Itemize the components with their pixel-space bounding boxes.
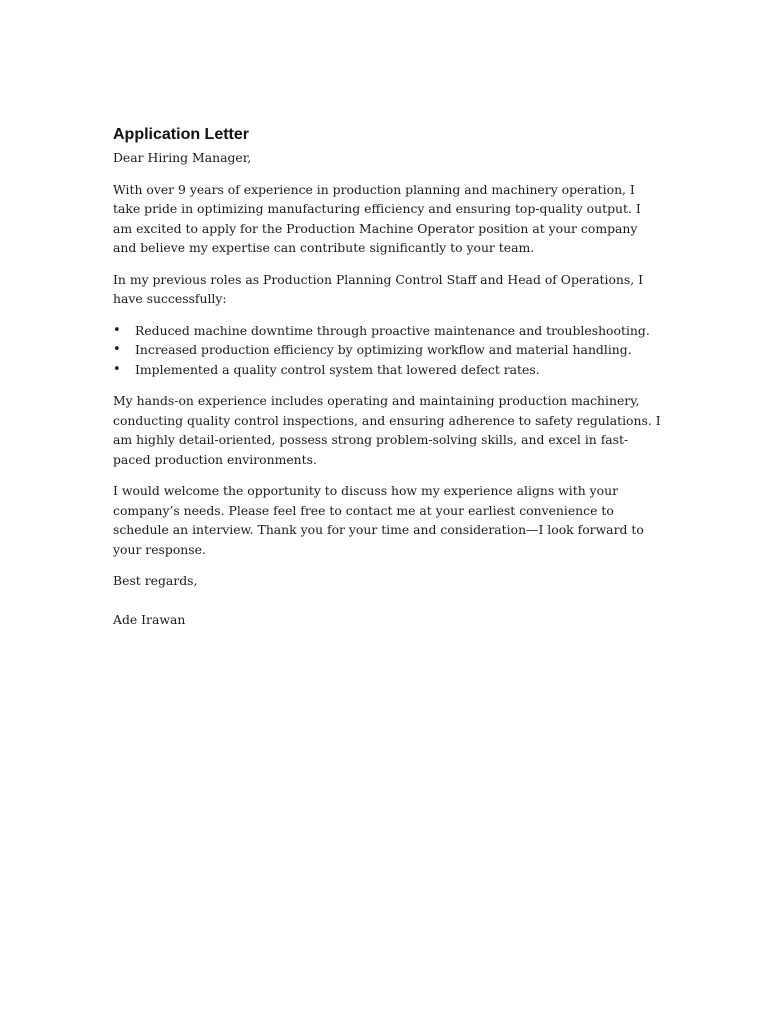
closing-paragraph: I would welcome the opportunity to discuss how my experience aligns with your company’s needs. Please feel free to contact me at your earliest convenience to schedule an interview. Thank you for your time and consideration—I look forward to your response. — [113, 483, 644, 557]
achievement-item — [113, 321, 663, 341]
signature: Ade Irawan — [113, 611, 186, 627]
salutation: Dear Hiring Manager, — [113, 150, 252, 165]
achievements-list — [113, 321, 663, 380]
bullet-icon: • — [113, 322, 121, 338]
achievement-text: Implemented a quality control system that lowered defect rates. — [135, 361, 540, 377]
experience-paragraph: My hands-on experience includes operating and maintaining production machinery, conducting quality control inspections, and ensuring adherence to safety regulations. I am highly detail-oriented, possess strong problem-solving skills, and excel in fast-paced production environments. — [113, 393, 661, 467]
intro-paragraph: With over 9 years of experience in production planning and machinery operation, I take pride in optimizing manufacturing efficiency and ensuring top-quality output. I am excited to apply for the Production Machine Operator position at your company and believe my expertise can contribute significantly to your team. — [113, 181, 641, 255]
bullet-icon: • — [113, 342, 121, 357]
achievement-text: Increased production efficiency by optimizing workflow and material handling. — [135, 342, 632, 357]
letter-page — [113, 124, 663, 629]
achievement-item — [113, 340, 663, 360]
achievement-text: Reduced machine downtime through proactive maintenance and troubleshooting. — [135, 322, 650, 338]
previous-roles-paragraph: In my previous roles as Production Planning Control Staff and Head of Operations, I have successfully: — [113, 271, 644, 306]
bullet-icon: • — [113, 361, 121, 377]
letter-title: Application Letter — [113, 126, 250, 143]
closing-line: Best regards, — [113, 573, 198, 588]
achievement-item — [113, 360, 663, 380]
